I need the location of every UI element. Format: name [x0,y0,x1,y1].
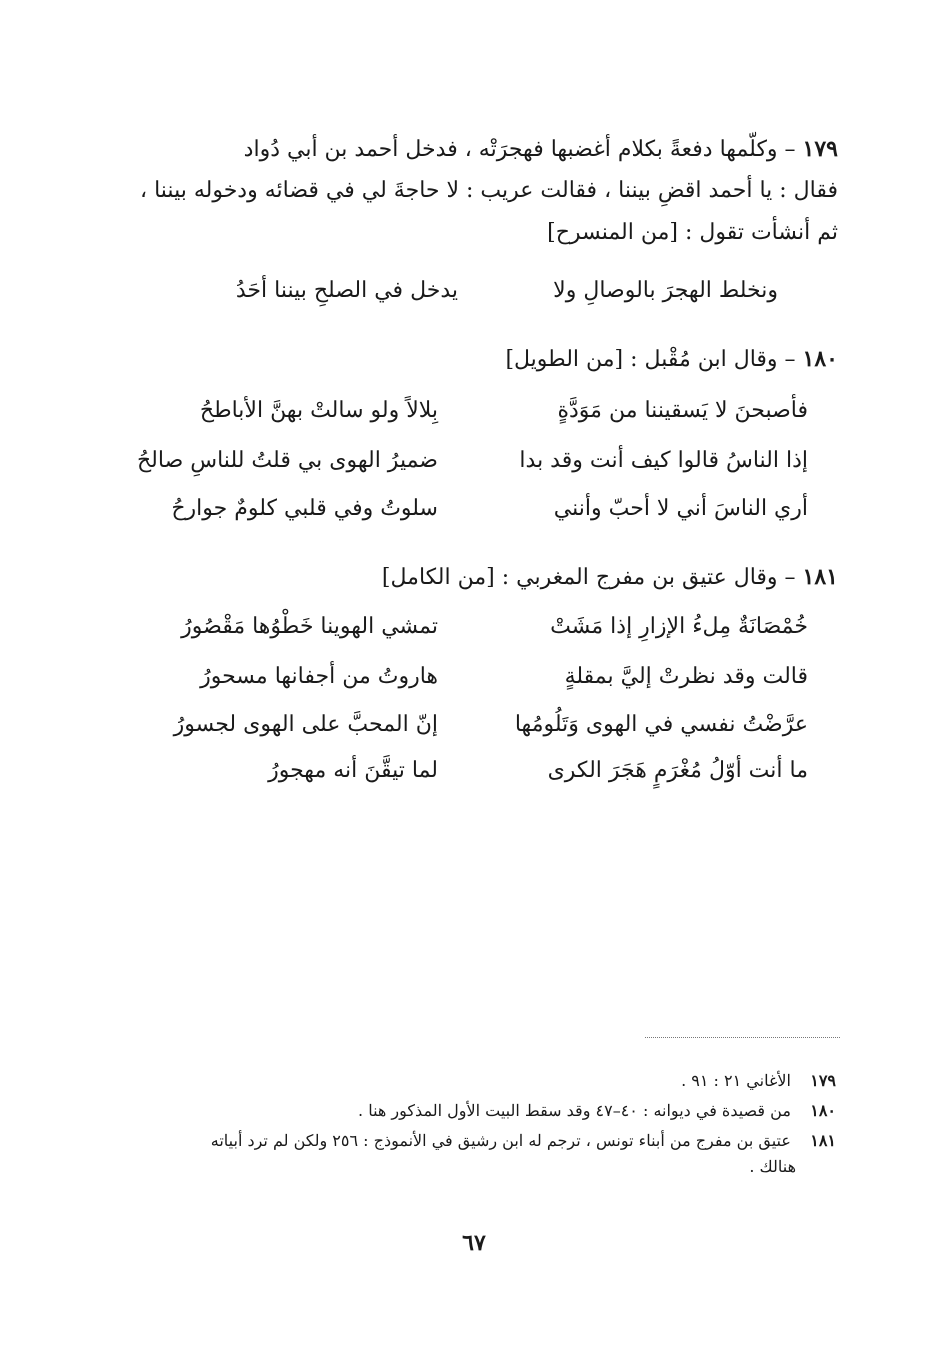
verse-179-1 [168,270,778,312]
entry-181-heading [382,556,838,599]
page-number: ٦٧ [462,1230,486,1256]
entry-180-heading [505,338,838,381]
verse-181-2 [148,656,808,698]
entry-179-line-1 [158,128,838,171]
verse-180-3 [148,488,808,530]
verse-first-hemistich: خُمْصَانَةٌ مِلءُ الإزارِ إذا مَشَتْ [550,614,808,639]
verse-first-hemistich: ما أنت أوّلُ مُغْرَمٍ هَجَرَ الكرى [547,758,808,783]
verse-second-hemistich: تمشي الهوينا خَطْوُها مَقْصُورُ [181,614,438,639]
verse-181-3 [148,704,808,746]
entry-number: ١٧٩ [802,136,838,162]
footnote-number: ١٨٠ [810,1101,836,1120]
footnote-180 [156,1098,836,1124]
footnote-text: من قصيدة في ديوانه : ٤٠–٤٧ وقد سقط البيت الأول المذكور هنا . [358,1101,791,1120]
verse-second-hemistich: لما تيقَّنَ أنه مهجورُ [268,758,438,783]
verse-180-1 [148,390,808,432]
verse-first-hemistich: قالت وقد نظرتْ إليَّ بمقلةٍ [564,664,808,689]
footnote-text: الأغاني ٢١ : ٩١ . [681,1071,791,1090]
footnote-separator [645,1037,840,1038]
entry-text: – وقال عتيق بن مفرج المغربي : [من الكامل] [381,565,796,590]
footnote-continuation: هنالك . [749,1157,796,1176]
verse-second-hemistich: يدخل في الصلحِ بيننا أحَدُ [235,278,458,303]
verse-second-hemistich: بِلالاً ولو سالتْ بهنَّ الأباطحُ [199,398,438,423]
verse-second-hemistich: إنّ المحبَّ على الهوى لجسورُ [173,712,438,737]
entry-text: – وكلّمها دفعةً بكلام أغضبها فهجرَتْه ، فدخل أحمد بن أبي دُواد [243,137,796,162]
verse-second-hemistich: سلوتُ وفي قلبي كلومٌ جوارحُ [171,496,438,521]
footnote-179 [156,1068,836,1094]
entry-number: ١٨٠ [802,346,838,372]
verse-second-hemistich: ضميرُ الهوى بي قلتُ للناسِ صالحُ [136,448,438,473]
entry-text: – وقال ابن مُقْبل : [من الطويل] [505,347,796,372]
verse-first-hemistich: عرَّضْتُ نفسي في الهوى وَتَلُومُها [514,712,808,737]
footnote-number: ١٨١ [810,1131,836,1150]
verse-first-hemistich: أري الناسَ أني لا أحبّ وأنني [553,496,808,521]
entry-number: ١٨١ [802,564,838,590]
verse-first-hemistich: إذا الناسُ قالوا كيف أنت وقد بدا [519,448,808,473]
verse-second-hemistich: هاروتُ من أجفانها مسحورُ [200,664,438,689]
entry-179-line-2: فقال : يا أحمد اقضِ بيننا ، فقالت عريب : لا حاجةَ لي في قضائه ودخوله بيننا ، [140,178,838,203]
footnote-181 [156,1128,836,1180]
footnote-text: عتيق بن مفرج من أبناء تونس ، ترجم له ابن رشيق في الأنموذج : ٢٥٦ ولكن لم ترد أبياته [210,1131,791,1150]
entry-179-line-3: ثم أنشأت تقول : [من المنسرح] [547,220,838,245]
verse-181-4 [148,750,808,792]
verse-181-1 [148,606,808,648]
verse-first-hemistich: ونخلط الهجرَ بالوصالِ ولا [553,278,778,303]
verse-first-hemistich: فأصبحنَ لا يَسقيننا من مَوَدَّةٍ [557,398,808,423]
footnote-number: ١٧٩ [810,1071,836,1090]
verse-180-2 [136,440,808,482]
